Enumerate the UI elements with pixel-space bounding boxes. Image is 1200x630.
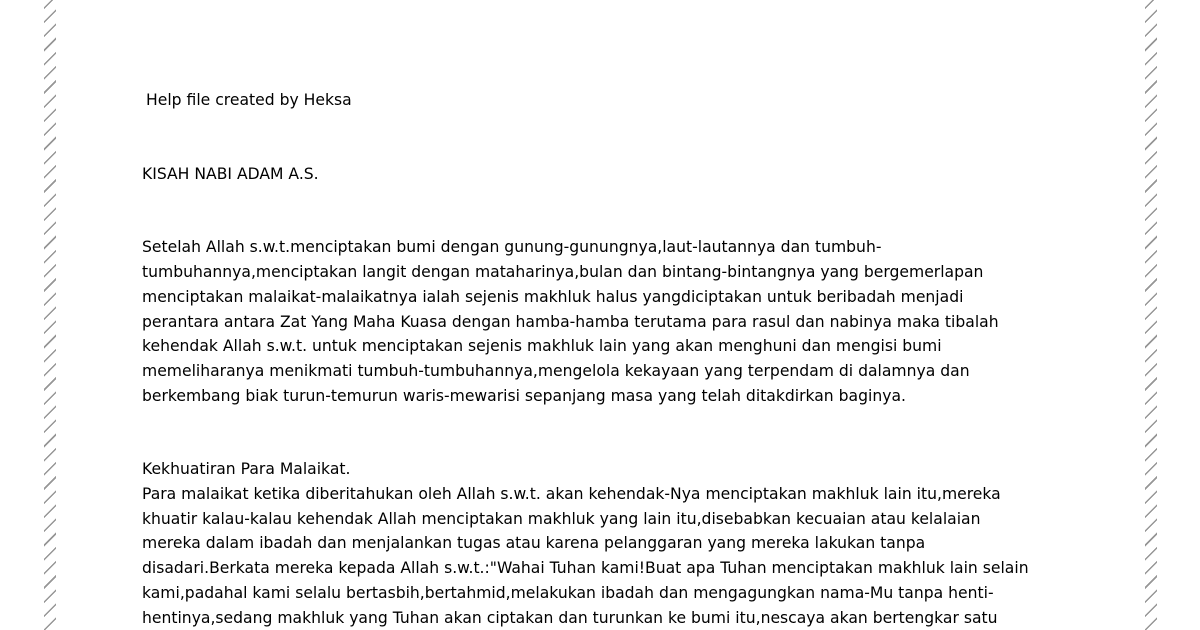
paragraph-line: mereka dalam ibadah dan menjalankan tugas atau karena pelanggaran yang mereka lakukan tanpa: [142, 534, 926, 553]
paragraph-line: memeliharanya menikmati tumbuh-tumbuhannya,mengelola kekayaan yang terpendam di dalamnya dan: [142, 361, 970, 380]
paragraph-line: kehendak Allah s.w.t. untuk menciptakan sejenis makhluk lain yang akan menghuni dan mengisi bumi: [142, 337, 942, 356]
paragraph-line: disadari.Berkata mereka kepada Allah s.w.t.:"Wahai Tuhan kami!Buat apa Tuhan menciptakan makhluk lain selain: [142, 559, 1029, 578]
paragraph-line: kami,padahal kami selalu bertasbih,bertahmid,melakukan ibadah dan mengagungkan nama-Mu tanpa henti-: [142, 583, 994, 602]
paragraph-2: [142, 482, 1072, 630]
paragraph-line: perantara antara Zat Yang Maha Kuasa dengan hamba-hamba terutama para rasul dan nabinya maka tibalah: [142, 312, 999, 331]
section-subheading: Kekhuatiran Para Malaikat.: [142, 460, 351, 479]
paragraph-line: Setelah Allah s.w.t.menciptakan bumi dengan gunung-gunungnya,laut-lautannya dan tumbuh-: [142, 238, 882, 257]
paragraph-line: tumbuhannya,menciptakan langit dengan mataharinya,bulan dan bintang-bintangnya yang bergemerlapan: [142, 263, 984, 282]
paragraph-line: menciptakan malaikat-malaikatnya ialah sejenis makhluk halus yangdiciptakan untuk beribadah menjadi: [142, 287, 964, 306]
paragraph-line: berkembang biak turun-temurun waris-mewarisi sepanjang masa yang telah ditakdirkan baginya.: [142, 386, 906, 405]
left-dashed-border: [44, 0, 56, 630]
right-dashed-border: [1145, 0, 1157, 630]
paragraph-line: hentinya,sedang makhluk yang Tuhan akan ciptakan dan turunkan ke bumi itu,nescaya akan bertengkar satu: [142, 608, 998, 627]
document-page: [142, 88, 1072, 630]
paragraph-1: [142, 235, 1072, 408]
paragraph-line: Para malaikat ketika diberitahukan oleh Allah s.w.t. akan kehendak-Nya menciptakan makhluk lain itu,mereka: [142, 485, 1001, 504]
document-title: KISAH NABI ADAM A.S.: [142, 164, 319, 183]
credit-line: Help file created by Heksa: [146, 91, 352, 109]
paragraph-line: khuatir kalau-kalau kehendak Allah menciptakan makhluk yang lain itu,disebabkan kecuaian atau kelalaian: [142, 509, 981, 528]
